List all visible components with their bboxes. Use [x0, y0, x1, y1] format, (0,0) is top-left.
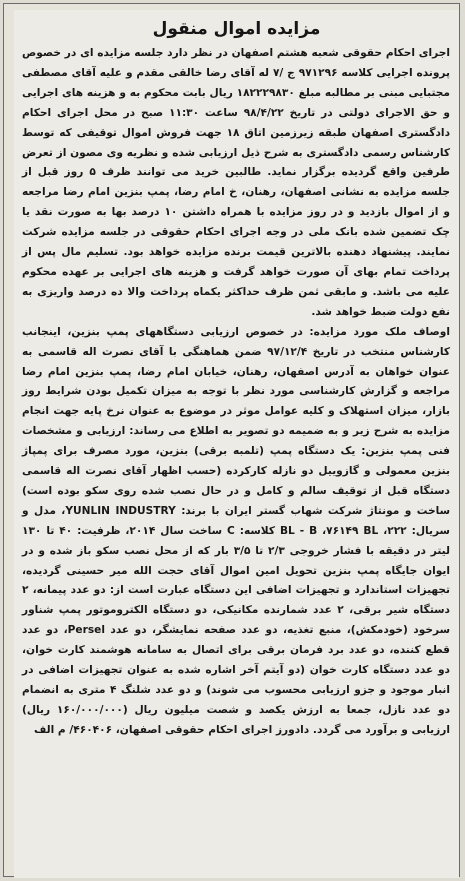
- notice-title: مزایده اموال منقول: [152, 19, 321, 39]
- notice-paragraph-description: اوصاف ملک مورد مزایده: در خصوص ارزیابی دستگاههای پمپ بنزین، اینجانب کارشناس منتخب در تاریخ ۹۷/۱۲/۴ ضمن هماهنگی با آقای نصرت اله قاسمی به عنوان خواهان به آدرس اصفهان، رهنان، خیابان امام رضا، پمپ بنزین امام رضا مراجعه و گزارش کارشناسی مورد نظر با توجه به میزان تکمیل بودن شرایط روز بازار، میزان استهلاک و کلیه عوامل موثر در موضوع به عنوان نرخ پایه جهت انجام مزایده به شرح زیر و به ضمیمه دو تصویر به اطلاع می رساند: ارزیابی و مشخصات فنی پمپ بنزین: یک دستگاه پمپ (تلمبه برقی) بنزین، مورد مصرف برای پمپاژ بنزین معمولی و گازوییل دو نازله کارکرده (حسب اظهار آقای نصرت اله قاسمی دستگاه قبل از توقیف سالم و کامل و در حال نصب شده روی سکو بوده است) ساخت و مونتاژ شرکت شهاب گستر ایران با برند: YUNLIN INDUSTRY، مدل و سریال: BL - B ،۷۶۱۴۹ BL ،۲۲۲ کلاسه: C ساخت سال ۲۰۱۴، ظرفیت: ۴۰ تا ۱۳۰ لیتر در دقیقه با فشار خروجی ۲/۳ تا ۳/۵ بار که از محل نصب سکو باز شده و در ایوان جایگاه پمپ بنزین تحویل امین اموال آقای حجت الله میر حسینی گردیده، تجهیزات استاندارد و تجهیزات اضافی این دستگاه عبارت است از: دو عدد پیمانه، ۲ دستگاه شیر برقی، ۲ عدد شمارنده مکانیکی، دو دستگاه الکتروموتور پمپ شناور سرخود (خودمکش)، منبع تغذیه، دو عدد صفحه نمایشگر، دو عدد Persel، دو عدد قطع کننده، دو عدد برد فرمان برقی برای اتصال به سامانه هوشمند کارت خوان، دو عدد دستگاه کارت خوان (دو آیتم آخر اشاره شده به عنوان تجهیزات اضافی در انبار موجود و جزو ارزیابی محسوب می شوند) و دو عدد شلنگ ۴ متری به انضمام دو عدد نازل، جمعا به ارزش یکصد و شصت میلیون ریال (۱۶۰/۰۰۰/۰۰۰ ریال) ارزیابی و برآورد می گردد. دادورز اجرای احکام حقوقی اصفهان، ۴۶۰۴۰۶/ م الف: [22, 325, 451, 736]
- notice-paragraph-intro: اجرای احکام حقوقی شعبه هشتم اصفهان در نظر دارد جلسه مزایده ای در خصوص پرونده اجرایی کلاسه ۹۷۱۲۹۶ ج /۷ له آقای رضا خالقی مقدم و علیه آقای مصطفی مجتبایی مبنی بر مطالبه مبلغ ۱۸۲۲۲۹۸۳۰ ریال بابت محکوم به و هزینه های اجرایی و حق الاجرای دولتی در تاریخ ۹۸/۴/۲۲ ساعت ۱۱:۳۰ صبح در محل اجرای احکام دادگستری اصفهان طبقه زیرزمین اتاق ۱۸ جهت فروش اموال توقیفی که توسط کارشناس رسمی دادگستری به شرح ذیل ارزیابی شده و نظریه وی مصون از تعرض طرفین واقع گردیده برگزار نماید. طالبین خرید می توانند ظرف ۵ روز قبل از جلسه مزایده به نشانی اصفهان، رهنان، خ امام رضا، پمپ بنزین امام رضا مراجعه و از اموال بازدید و در روز مزایده با همراه داشتن ۱۰ درصد بها به صورت نقد یا چک تضمین شده بانک ملی در وجه اجرای احکام حقوقی در جلسه مزایده شرکت نمایند. پیشنهاد دهنده بالاترین قیمت برنده مزایده خواهد بود. تسلیم مال پس از پرداخت تمام بهای آن صورت خواهد گرفت و هزینه های اجرایی بر عهده محکوم علیه می باشد. و مابقی ثمن ظرف حداکثر یکماه پرداخت والا ده درصد واریزی به نفع دولت ضبط خواهد شد.: [22, 47, 451, 318]
- auction-notice: [14, 10, 459, 878]
- newspaper-clipping-frame: [3, 3, 460, 877]
- notice-body: [14, 44, 459, 741]
